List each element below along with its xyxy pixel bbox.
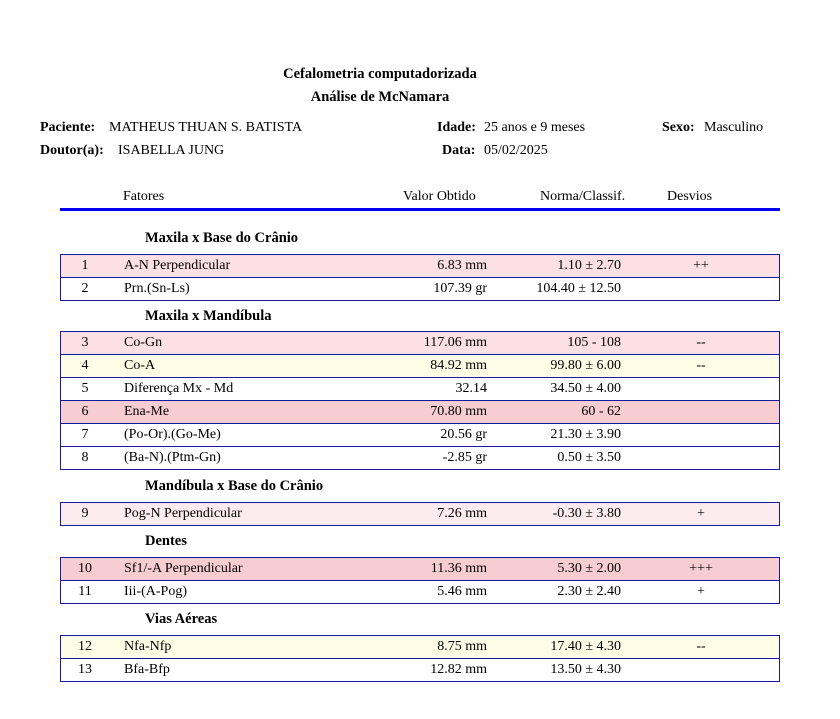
row-number: 9 — [81, 506, 89, 521]
row-value: 12.82 mm — [430, 662, 487, 677]
row-value: 107.39 gr — [433, 281, 487, 296]
row-deviation: + — [697, 584, 705, 599]
section-title: Maxila x Base do Crânio — [145, 230, 299, 246]
row-value: 117.06 mm — [423, 335, 487, 350]
patient-label: Paciente: — [40, 120, 96, 135]
row-number: 11 — [78, 584, 92, 599]
row-deviation: -- — [696, 335, 706, 350]
date-label: Data: — [442, 143, 476, 158]
row-norm: 13.50 ± 4.30 — [550, 662, 621, 677]
row-factor: Diferença Mx - Md — [124, 381, 234, 396]
patient-name: MATHEUS THUAN S. BATISTA — [109, 120, 303, 135]
row-number: 6 — [81, 404, 89, 419]
row-norm: 5.30 ± 2.00 — [557, 561, 621, 576]
table-row — [60, 635, 780, 659]
column-header-value: Valor Obtido — [403, 189, 476, 204]
row-value: 6.83 mm — [437, 258, 487, 273]
row-value: -2.85 gr — [442, 450, 487, 465]
row-factor: Prn.(Sn-Ls) — [124, 281, 190, 296]
row-value: 84.92 mm — [430, 358, 487, 373]
row-factor: Bfa-Bfp — [124, 662, 170, 677]
row-norm: 104.40 ± 12.50 — [536, 281, 621, 296]
row-number: 10 — [78, 561, 92, 576]
row-norm: -0.30 ± 3.80 — [552, 506, 621, 521]
row-factor: Sf1/-A Perpendicular — [124, 561, 243, 576]
column-header-factor: Fatores — [123, 189, 165, 204]
column-header-deviation: Desvios — [667, 189, 713, 204]
row-norm: 105 - 108 — [567, 335, 621, 350]
row-factor: Ena-Me — [124, 404, 170, 419]
row-factor: Co-A — [124, 358, 156, 373]
row-number: 8 — [81, 450, 89, 465]
row-norm: 21.30 ± 3.90 — [550, 427, 621, 442]
row-deviation: -- — [696, 639, 706, 654]
row-value: 32.14 — [455, 381, 487, 396]
table-row — [60, 446, 780, 470]
table-row — [60, 254, 780, 278]
row-factor: (Ba-N).(Ptm-Gn) — [124, 450, 221, 465]
table-row — [60, 354, 780, 378]
row-factor: Co-Gn — [124, 335, 163, 350]
row-number: 7 — [81, 427, 89, 442]
table-row — [60, 658, 780, 682]
row-deviation: -- — [696, 358, 706, 373]
sex-value: Masculino — [704, 120, 764, 135]
date-value: 05/02/2025 — [484, 143, 548, 158]
row-norm: 60 - 62 — [581, 404, 621, 419]
row-norm: 1.10 ± 2.70 — [557, 258, 621, 273]
row-number: 12 — [78, 639, 92, 654]
header-divider — [60, 208, 780, 211]
row-norm: 99.80 ± 6.00 — [550, 358, 621, 373]
row-deviation: +++ — [689, 561, 713, 576]
row-norm: 2.30 ± 2.40 — [557, 584, 621, 599]
table-row — [60, 400, 780, 424]
section-title: Maxila x Mandíbula — [145, 308, 272, 324]
row-deviation: ++ — [693, 258, 709, 273]
table-row — [60, 277, 780, 301]
row-value: 8.75 mm — [437, 639, 487, 654]
section-title: Vias Aéreas — [145, 611, 218, 627]
report-subtitle: Análise de McNamara — [310, 89, 450, 105]
report-title: Cefalometria computadorizada — [283, 66, 477, 82]
column-header-norm: Norma/Classif. — [540, 189, 626, 204]
row-number: 4 — [81, 358, 89, 373]
row-number: 2 — [81, 281, 89, 296]
table-row — [60, 331, 780, 355]
row-norm: 34.50 ± 4.00 — [550, 381, 621, 396]
table-row — [60, 377, 780, 401]
row-value: 7.26 mm — [437, 506, 487, 521]
row-factor: Iii-(A-Pog) — [124, 584, 187, 599]
section-title: Mandíbula x Base do Crânio — [145, 478, 324, 494]
row-number: 5 — [81, 381, 89, 396]
row-value: 20.56 gr — [440, 427, 487, 442]
doctor-name: ISABELLA JUNG — [118, 143, 225, 158]
table-row — [60, 502, 780, 526]
row-number: 3 — [81, 335, 89, 350]
row-number: 1 — [81, 258, 89, 273]
row-factor: Pog-N Perpendicular — [124, 506, 242, 521]
row-value: 70.80 mm — [430, 404, 487, 419]
row-value: 11.36 mm — [430, 561, 487, 576]
row-factor: (Po-Or).(Go-Me) — [124, 427, 221, 442]
row-factor: A-N Perpendicular — [124, 258, 231, 273]
row-number: 13 — [78, 662, 92, 677]
row-norm: 17.40 ± 4.30 — [550, 639, 621, 654]
doctor-label: Doutor(a): — [40, 143, 104, 158]
row-factor: Nfa-Nfp — [124, 639, 172, 654]
table-row — [60, 580, 780, 604]
table-row — [60, 557, 780, 581]
age-label: Idade: — [437, 120, 476, 135]
section-title: Dentes — [145, 533, 187, 549]
table-row — [60, 423, 780, 447]
row-norm: 0.50 ± 3.50 — [557, 450, 621, 465]
sex-label: Sexo: — [662, 120, 695, 135]
age-value: 25 anos e 9 meses — [484, 120, 586, 135]
row-deviation: + — [697, 506, 705, 521]
row-value: 5.46 mm — [437, 584, 487, 599]
